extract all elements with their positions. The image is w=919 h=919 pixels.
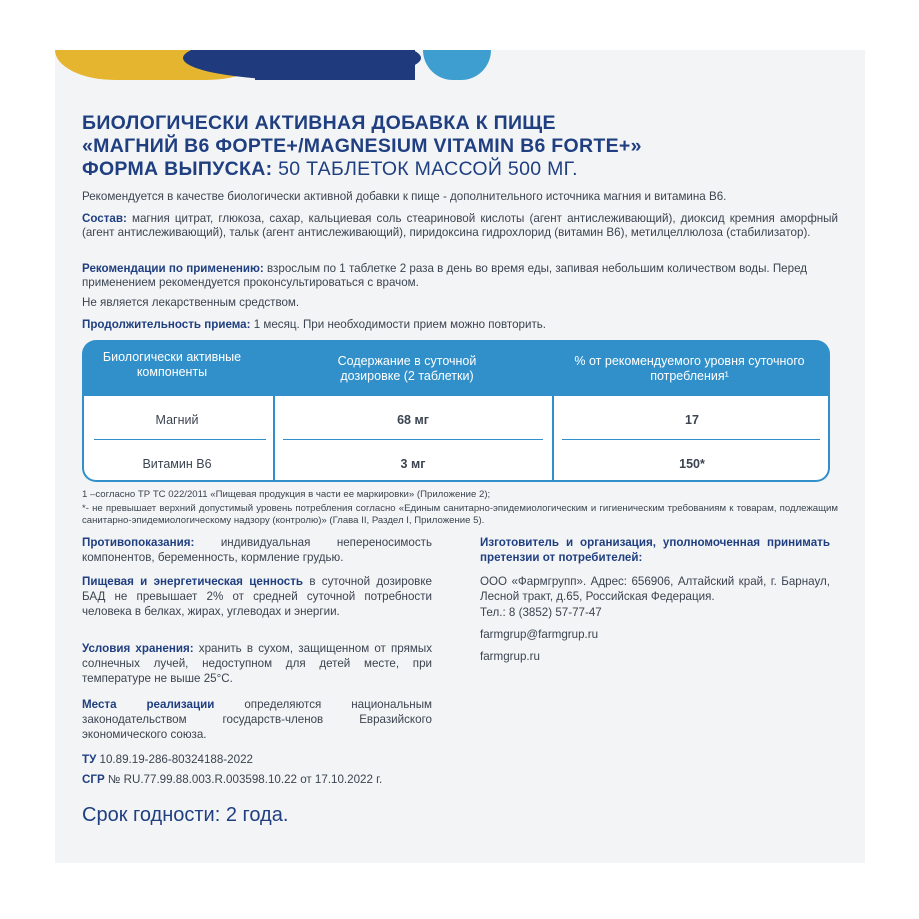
table-row-1-percent: 17	[685, 413, 699, 427]
navy-stripe-fill	[255, 50, 415, 80]
storage-label: Условия хранения:	[82, 642, 194, 655]
shelf-life: Срок годности: 2 года.	[82, 804, 289, 826]
row-separator-3	[562, 439, 820, 440]
table-row-1-amount: 68 мг	[397, 413, 429, 427]
table-row-1-name: Магний	[155, 413, 199, 427]
manufacturer-email: farmgrup@farmgrup.ru	[480, 628, 599, 641]
title-line-1: БИОЛОГИЧЕСКИ АКТИВНАЯ ДОБАВКА К ПИЩЕ	[82, 112, 556, 134]
not-drug-note: Не является лекарственным средством.	[82, 296, 300, 309]
footnote-1: 1 –согласно ТР ТС 022/2011 «Пищевая продукция в части ее маркировки» (Приложение 2);	[82, 489, 491, 500]
nutrition-value	[82, 574, 432, 619]
table-row-2-amount: 3 мг	[400, 457, 426, 471]
sale-text: определяются национальным законодательством государств-членов Евразийского экономического союза.	[82, 698, 432, 741]
maker-label: Изготовитель и организация, уполномоченная принимать претензии от потребителей:	[480, 536, 830, 564]
manufacturer-site: farmgrup.ru	[480, 650, 540, 663]
product-title	[82, 112, 842, 181]
storage-text: хранить в сухом, защищенном от прямых солнечных лучей, недоступном для детей месте, при температуре не выше 25°С.	[82, 642, 432, 685]
storage	[82, 641, 432, 686]
contra-text: индивидуальная непереносимость компонентов, беременность, кормление грудью.	[82, 536, 432, 564]
table-header-percent: % от рекомендуемого уровня суточного потребления¹	[574, 354, 805, 383]
value-text: в суточной дозировке БАД не превышает 2% от средней суточной потребности человека в белках, жирах, углеводах и энергии.	[82, 575, 432, 618]
tu-label: ТУ	[82, 753, 97, 766]
footnote-2: *- не превышает верхний допустимый уровень потребления согласно «Единым санитарно-эпидемиологическим и гигиеническим требованиям к товарам, подлежащим санитарно-эпидемиологическому надзору (контролю)» (Глава II, Раздел I, Приложение 5).	[82, 503, 838, 526]
value-label: Пищевая и энергетическая ценность	[82, 575, 304, 588]
duration-label: Продолжительность приема:	[82, 318, 251, 331]
release-form-label: ФОРМА ВЫПУСКА:	[82, 158, 273, 180]
sale-places	[82, 697, 432, 742]
composition-text: магния цитрат, глюкоза, сахар, кальциевая соль стеариновой кислоты (агент антислеживающий), диоксид кремния аморфный (агент антислеживающий), тальк (агент антислеживающий), пиридоксина гидрохлорид (витамин В6), метилцеллюлоза (стабилизатор).	[82, 212, 838, 239]
tu-text: 10.89.19-286-80324188-2022	[99, 753, 253, 766]
manufacturer-address: ООО «Фармгрупп». Адрес: 656906, Алтайский край, г. Барнаул, Лесной тракт, д.65, Российская Федерация.	[480, 575, 830, 603]
usage-text: взрослым по 1 таблетке 2 раза в день во время еды, запивая небольшим количеством воды. Перед применением рекомендуется проконсультироваться с врачом.	[82, 262, 808, 289]
title-line-3	[82, 158, 842, 181]
composition	[82, 212, 838, 240]
contra-label: Противопоказания:	[82, 536, 195, 549]
row-separator-2	[283, 439, 543, 440]
table-header-amount: Содержание в суточной дозировке (2 таблетки)	[337, 354, 477, 383]
blue-stripe	[423, 50, 491, 80]
table-header-components: Биологически активные компоненты	[102, 350, 242, 379]
table-row-2-name: Витамин В6	[142, 457, 212, 471]
table-row-2-percent: 150*	[679, 457, 705, 471]
contraindications	[82, 535, 432, 565]
manufacturer-phone: Тел.: 8 (3852) 57-77-47	[480, 606, 602, 619]
sgr-label: СГР	[82, 773, 105, 786]
manufacturer-label	[480, 535, 830, 565]
sale-label: Места реализации	[82, 698, 215, 711]
sgr-number	[82, 772, 432, 787]
title-line-2: «МАГНИЙ В6 ФОРТЕ+/MAGNESIUM VITAMIN B6 FORTE+»	[82, 135, 642, 157]
usage	[82, 262, 838, 290]
release-form-value: 50 ТАБЛЕТОК МАССОЙ 500 МГ.	[278, 158, 578, 180]
tu-number	[82, 752, 432, 767]
row-separator-1	[94, 439, 266, 440]
intro-text: Рекомендуется в качестве биологически активной добавки к пище - дополнительного источника магния и витамина В6.	[82, 190, 727, 203]
composition-label: Состав:	[82, 212, 127, 225]
usage-label: Рекомендации по применению:	[82, 262, 264, 275]
duration	[82, 318, 838, 332]
duration-text: 1 месяц. При необходимости прием можно повторить.	[253, 318, 547, 331]
sgr-text: № RU.77.99.88.003.R.003598.10.22 от 17.10.2022 г.	[107, 773, 383, 786]
